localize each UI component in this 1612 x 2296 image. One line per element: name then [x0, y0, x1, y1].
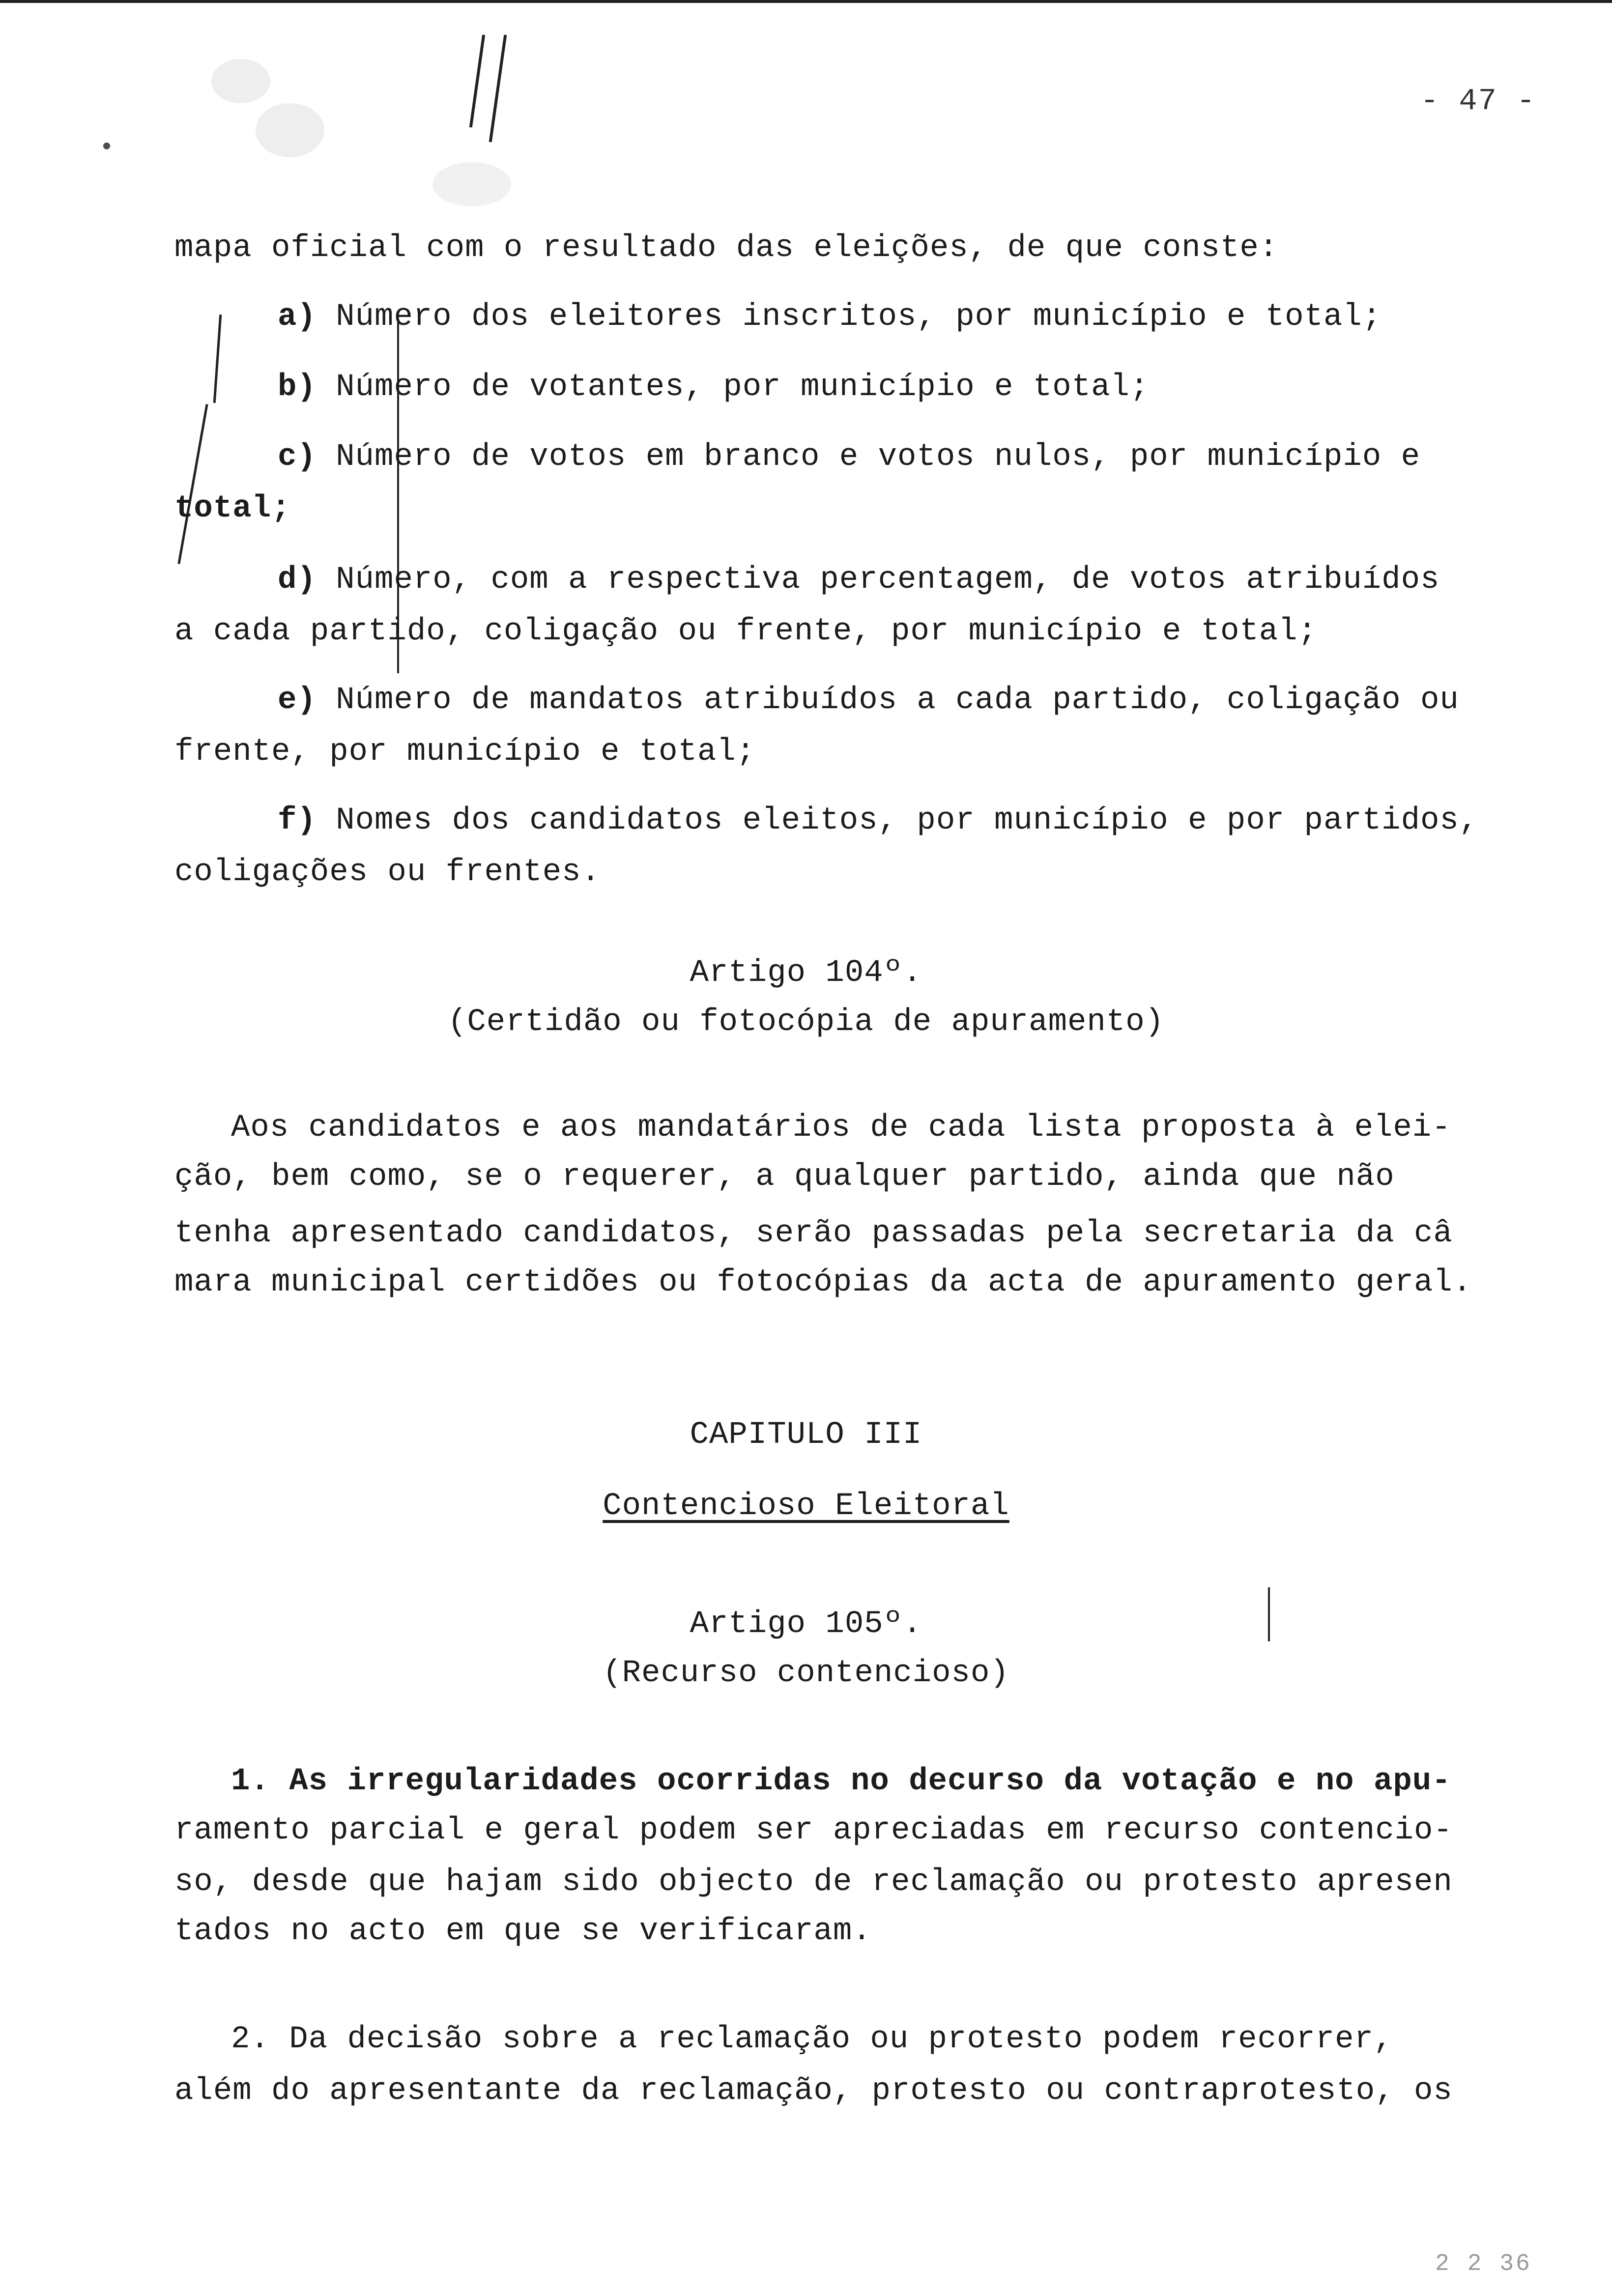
- intro-line: mapa oficial com o resultado das eleições, de que conste:: [174, 230, 1279, 266]
- scan-speck: [432, 162, 511, 206]
- list-item: [278, 368, 1149, 407]
- list-item: [278, 437, 1420, 477]
- item-continuation: total;: [174, 491, 291, 526]
- item-text: Número de mandatos atribuídos a cada partido, coligação ou: [336, 683, 1459, 718]
- margin-pen-mark: [177, 404, 208, 564]
- scan-speck: [103, 143, 110, 149]
- item-continuation: coligações ou frentes.: [174, 855, 601, 890]
- scan-speck: [256, 103, 324, 157]
- list-item: [278, 297, 1382, 337]
- item-letter: c): [278, 439, 317, 475]
- item-text: Número de votos em branco e votos nulos, por município e: [336, 439, 1420, 475]
- article-105-para2-line: além do apresentante da reclamação, protesto ou contraprotesto, os: [174, 2073, 1453, 2109]
- article-104-title: Artigo 104º.: [690, 955, 922, 991]
- top-border: [0, 0, 1612, 3]
- article-104-subtitle: (Certidão ou fotocópia de apuramento): [447, 1004, 1165, 1040]
- item-text: Número, com a respectiva percentagem, de votos atribuídos: [336, 562, 1440, 598]
- item-text: Número de votantes, por município e total;: [336, 370, 1150, 405]
- list-item: [278, 560, 1439, 600]
- item-letter: e): [278, 683, 317, 718]
- footer-stamp: 2 2 36: [1435, 2251, 1532, 2277]
- item-letter: b): [278, 370, 317, 405]
- item-text: Número dos eleitores inscritos, por município e total;: [336, 299, 1382, 335]
- margin-pen-mark: [489, 35, 507, 143]
- item-letter: a): [278, 299, 317, 335]
- chapter-title: CAPITULO III: [690, 1417, 922, 1453]
- article-104-line: ção, bem como, se o requerer, a qualquer partido, ainda que não: [174, 1159, 1395, 1195]
- article-105-subtitle: (Recurso contencioso): [603, 1656, 1009, 1691]
- article-104-line: mara municipal certidões ou fotocópias da acta de apuramento geral.: [174, 1265, 1472, 1300]
- list-item: [278, 801, 1478, 840]
- article-105-para1-line: ramento parcial e geral podem ser apreciadas em recurso contencio-: [174, 1813, 1453, 1848]
- margin-pen-mark: [213, 315, 222, 403]
- item-letter: f): [278, 803, 317, 838]
- article-105-para1-line: 1. As irregularidades ocorridas no decurso da votação e no apu-: [231, 1764, 1451, 1799]
- scan-speck: [211, 59, 270, 103]
- article-104-line: Aos candidatos e aos mandatários de cada lista proposta à elei-: [231, 1110, 1451, 1146]
- list-item: [278, 681, 1459, 720]
- chapter-subtitle-text: Contencioso Eleitoral: [603, 1489, 1009, 1524]
- article-105-title: Artigo 105º.: [690, 1607, 922, 1642]
- chapter-subtitle: [0, 1487, 1612, 1526]
- item-text: Nomes dos candidatos eleitos, por município e por partidos,: [336, 803, 1479, 838]
- article-105-para1-line: so, desde que hajam sido objecto de reclamação ou protesto apresen: [174, 1865, 1453, 1900]
- item-continuation: a cada partido, coligação ou frente, por município e total;: [174, 614, 1317, 649]
- item-continuation: frente, por município e total;: [174, 734, 756, 770]
- article-105-para2-line: 2. Da decisão sobre a reclamação ou protesto podem recorrer,: [231, 2022, 1393, 2057]
- page-number: - 47 -: [1420, 84, 1536, 118]
- article-104-line: tenha apresentado candidatos, serão passadas pela secretaria da câ: [174, 1216, 1453, 1251]
- margin-pen-mark: [469, 35, 485, 128]
- item-letter: d): [278, 562, 317, 598]
- article-105-para1-line: tados no acto em que se verificaram.: [174, 1914, 872, 1949]
